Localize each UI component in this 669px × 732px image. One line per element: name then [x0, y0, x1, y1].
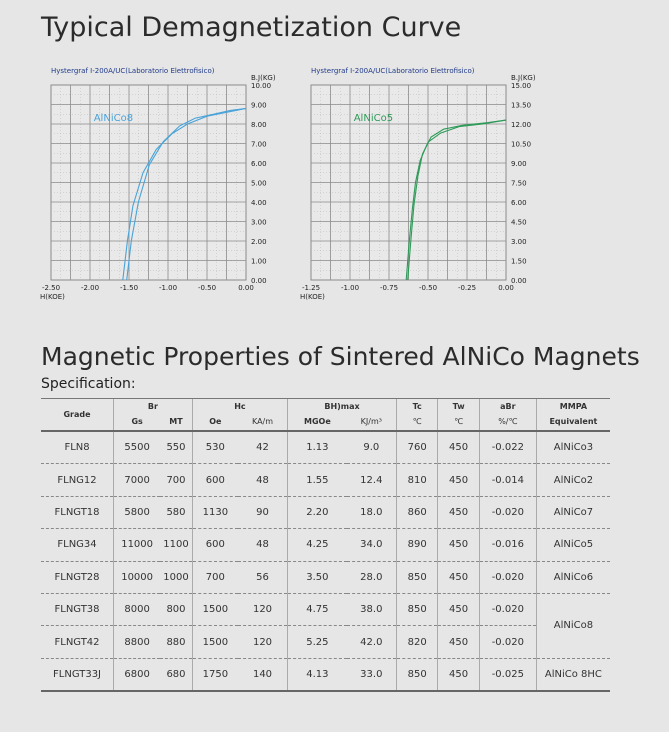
y-tick-label: 3.00	[251, 218, 267, 227]
cell-kjm3: 33.0	[347, 658, 397, 691]
unit-abr: %/℃	[479, 413, 536, 431]
cell-gs: 10000	[114, 561, 161, 593]
cell-kam: 48	[238, 529, 288, 561]
x-tick-label: -1.25	[301, 284, 321, 292]
x-axis-label: H(KOE)	[300, 293, 325, 301]
x-tick-label: 0.00	[238, 284, 254, 292]
x-tick-label: -1.00	[340, 284, 360, 292]
x-tick-label: -1.00	[158, 284, 178, 292]
cell-mmpa: AlNiCo3	[536, 431, 610, 464]
cell-mt: 580	[160, 496, 192, 528]
cell-kjm3: 9.0	[347, 431, 397, 464]
cell-kjm3: 42.0	[347, 626, 397, 658]
cell-kam: 56	[238, 561, 288, 593]
cell-abr: -0.020	[479, 561, 536, 593]
cell-tw: 450	[438, 431, 479, 464]
cell-mgoe: 1.13	[288, 431, 347, 464]
y-tick-label: 7.00	[251, 140, 267, 149]
table-row	[41, 626, 610, 658]
cell-mt: 700	[160, 464, 192, 496]
y-tick-label: 12.00	[511, 121, 532, 129]
cell-mt: 880	[160, 626, 192, 658]
cell-tc: 760	[396, 431, 437, 464]
unit-oe: Oe	[192, 413, 238, 431]
cell-oe: 1500	[192, 626, 238, 658]
cell-abr: -0.014	[479, 464, 536, 496]
cell-grade: FLNGT28	[41, 561, 114, 593]
cell-oe: 530	[192, 431, 238, 464]
cell-grade: FLNGT38	[41, 593, 114, 625]
cell-tc: 850	[396, 593, 437, 625]
y-tick-label: 15.00	[511, 82, 532, 90]
y-tick-label: 10.00	[251, 82, 272, 90]
cell-kam: 42	[238, 431, 288, 464]
header-bhmax: BH)max	[288, 399, 397, 414]
cell-kam: 90	[238, 496, 288, 528]
y-tick-label: 1.50	[511, 257, 527, 266]
y-tick-label: 7.50	[511, 179, 527, 188]
cell-tw: 450	[438, 658, 479, 691]
unit-mt: MT	[160, 413, 192, 431]
y-tick-label: 4.50	[511, 218, 527, 227]
cell-mt: 1000	[160, 561, 192, 593]
cell-gs: 6800	[114, 658, 161, 691]
cell-tw: 450	[438, 561, 479, 593]
y-tick-label: 13.50	[511, 101, 532, 110]
cell-mmpa: AlNiCo2	[536, 464, 610, 496]
cell-kam: 48	[238, 464, 288, 496]
table-row	[41, 658, 610, 691]
table-header-row	[41, 399, 610, 414]
unit-kjm3: KJ/m³	[347, 413, 397, 431]
cell-oe: 600	[192, 464, 238, 496]
demag-chart-svg-right	[296, 62, 536, 312]
cell-oe: 1750	[192, 658, 238, 691]
cell-kjm3: 12.4	[347, 464, 397, 496]
unit-tw: ℃	[438, 413, 479, 431]
cell-tc: 820	[396, 626, 437, 658]
cell-gs: 5500	[114, 431, 161, 464]
x-tick-label: -1.50	[119, 284, 139, 292]
cell-mgoe: 1.55	[288, 464, 347, 496]
y-tick-label: 4.00	[251, 199, 267, 207]
cell-oe: 1130	[192, 496, 238, 528]
y-tick-label: 5.00	[251, 179, 267, 188]
specification-label: Specification:	[41, 376, 136, 392]
cell-grade: FLNG34	[41, 529, 114, 561]
y-tick-label: 0.00	[251, 277, 267, 285]
cell-mgoe: 4.25	[288, 529, 347, 561]
cell-abr: -0.025	[479, 658, 536, 691]
cell-mmpa: AlNiCo7	[536, 496, 610, 528]
y-tick-label: 6.00	[511, 199, 527, 207]
y-tick-label: 10.50	[511, 140, 532, 149]
cell-tc: 810	[396, 464, 437, 496]
cell-mt: 800	[160, 593, 192, 625]
x-axis-label: H(KOE)	[40, 293, 65, 301]
cell-mmpa: AlNiCo8	[536, 593, 610, 658]
cell-mgoe: 2.20	[288, 496, 347, 528]
curve-label: AlNiCo8	[93, 113, 134, 124]
cell-kjm3: 34.0	[347, 529, 397, 561]
cell-grade: FLNG12	[41, 464, 114, 496]
header-hc: Hc	[192, 399, 287, 414]
cell-grade: FLNGT33J	[41, 658, 114, 691]
cell-oe: 1500	[192, 593, 238, 625]
cell-gs: 8800	[114, 626, 161, 658]
y-tick-label: 3.00	[511, 238, 527, 246]
cell-gs: 5800	[114, 496, 161, 528]
cell-tw: 450	[438, 593, 479, 625]
cell-oe: 700	[192, 561, 238, 593]
header-tw: Tw	[438, 399, 479, 414]
unit-tc: ℃	[396, 413, 437, 431]
cell-kjm3: 28.0	[347, 561, 397, 593]
cell-mmpa: AlNiCo 8HC	[536, 658, 610, 691]
cell-kam: 120	[238, 626, 288, 658]
cell-abr: -0.022	[479, 431, 536, 464]
x-tick-label: -0.25	[457, 284, 477, 292]
cell-tc: 850	[396, 561, 437, 593]
cell-abr: -0.020	[479, 593, 536, 625]
cell-abr: -0.020	[479, 626, 536, 658]
cell-tc: 890	[396, 529, 437, 561]
page-title: Typical Demagnetization Curve	[41, 12, 462, 43]
properties-title: Magnetic Properties of Sintered AlNiCo Magnets	[41, 342, 640, 371]
cell-kam: 140	[238, 658, 288, 691]
header-abr: aBr	[479, 399, 536, 414]
table-row	[41, 496, 610, 528]
y-tick-label: 8.00	[251, 121, 267, 129]
y-tick-label: 9.00	[251, 101, 267, 110]
cell-mt: 680	[160, 658, 192, 691]
cell-mgoe: 5.25	[288, 626, 347, 658]
header-mmpa: MMPA	[536, 399, 610, 414]
cell-tc: 850	[396, 658, 437, 691]
cell-abr: -0.016	[479, 529, 536, 561]
header-br: Br	[114, 399, 193, 414]
cell-mgoe: 3.50	[288, 561, 347, 593]
cell-mgoe: 4.75	[288, 593, 347, 625]
x-tick-label: -2.50	[41, 284, 61, 292]
y-tick-label: 1.00	[251, 257, 267, 266]
cell-mgoe: 4.13	[288, 658, 347, 691]
chart-alnico8	[36, 62, 276, 316]
x-tick-label: -2.00	[80, 284, 100, 292]
chart-source-label: Hystergraf I-200A/UC(Laboratorio Elettrofisico)	[311, 67, 475, 75]
x-tick-label: -0.50	[197, 284, 217, 292]
x-tick-label: 0.00	[498, 284, 514, 292]
unit-equivalent: Equivalent	[536, 413, 610, 431]
cell-kjm3: 38.0	[347, 593, 397, 625]
cell-abr: -0.020	[479, 496, 536, 528]
curve-label: AlNiCo5	[353, 113, 394, 124]
cell-mmpa: AlNiCo6	[536, 561, 610, 593]
y-tick-label: 6.00	[251, 160, 267, 168]
cell-grade: FLNGT42	[41, 626, 114, 658]
y-tick-label: 2.00	[251, 238, 267, 246]
cell-gs: 8000	[114, 593, 161, 625]
unit-kam: KA/m	[238, 413, 288, 431]
y-axis-label: B.J(KG)	[251, 74, 276, 82]
table-row	[41, 431, 610, 464]
demag-chart-svg-left	[36, 62, 276, 312]
cell-mt: 1100	[160, 529, 192, 561]
unit-mgoe: MGOe	[288, 413, 347, 431]
table-unit-row	[41, 413, 610, 431]
cell-oe: 600	[192, 529, 238, 561]
header-grade: Grade	[41, 399, 114, 432]
y-tick-label: 9.00	[511, 160, 527, 168]
cell-tc: 860	[396, 496, 437, 528]
chart-alnico5	[296, 62, 536, 316]
cell-grade: FLNGT18	[41, 496, 114, 528]
x-tick-label: -0.75	[379, 284, 399, 292]
cell-grade: FLN8	[41, 431, 114, 464]
cell-mmpa: AlNiCo5	[536, 529, 610, 561]
header-tc: Tc	[396, 399, 437, 414]
cell-gs: 7000	[114, 464, 161, 496]
y-axis-label: B.J(KG)	[511, 74, 536, 82]
properties-table	[41, 398, 610, 692]
cell-tw: 450	[438, 496, 479, 528]
chart-source-label: Hystergraf I-200A/UC(Laboratorio Elettrofisico)	[51, 67, 215, 75]
table-row	[41, 529, 610, 561]
table-row	[41, 593, 610, 625]
table-row	[41, 561, 610, 593]
cell-kam: 120	[238, 593, 288, 625]
cell-gs: 11000	[114, 529, 161, 561]
cell-mt: 550	[160, 431, 192, 464]
x-tick-label: -0.50	[418, 284, 438, 292]
cell-kjm3: 18.0	[347, 496, 397, 528]
unit-gs: Gs	[114, 413, 161, 431]
table-row	[41, 464, 610, 496]
cell-tw: 450	[438, 464, 479, 496]
cell-tw: 450	[438, 529, 479, 561]
cell-tw: 450	[438, 626, 479, 658]
y-tick-label: 0.00	[511, 277, 527, 285]
